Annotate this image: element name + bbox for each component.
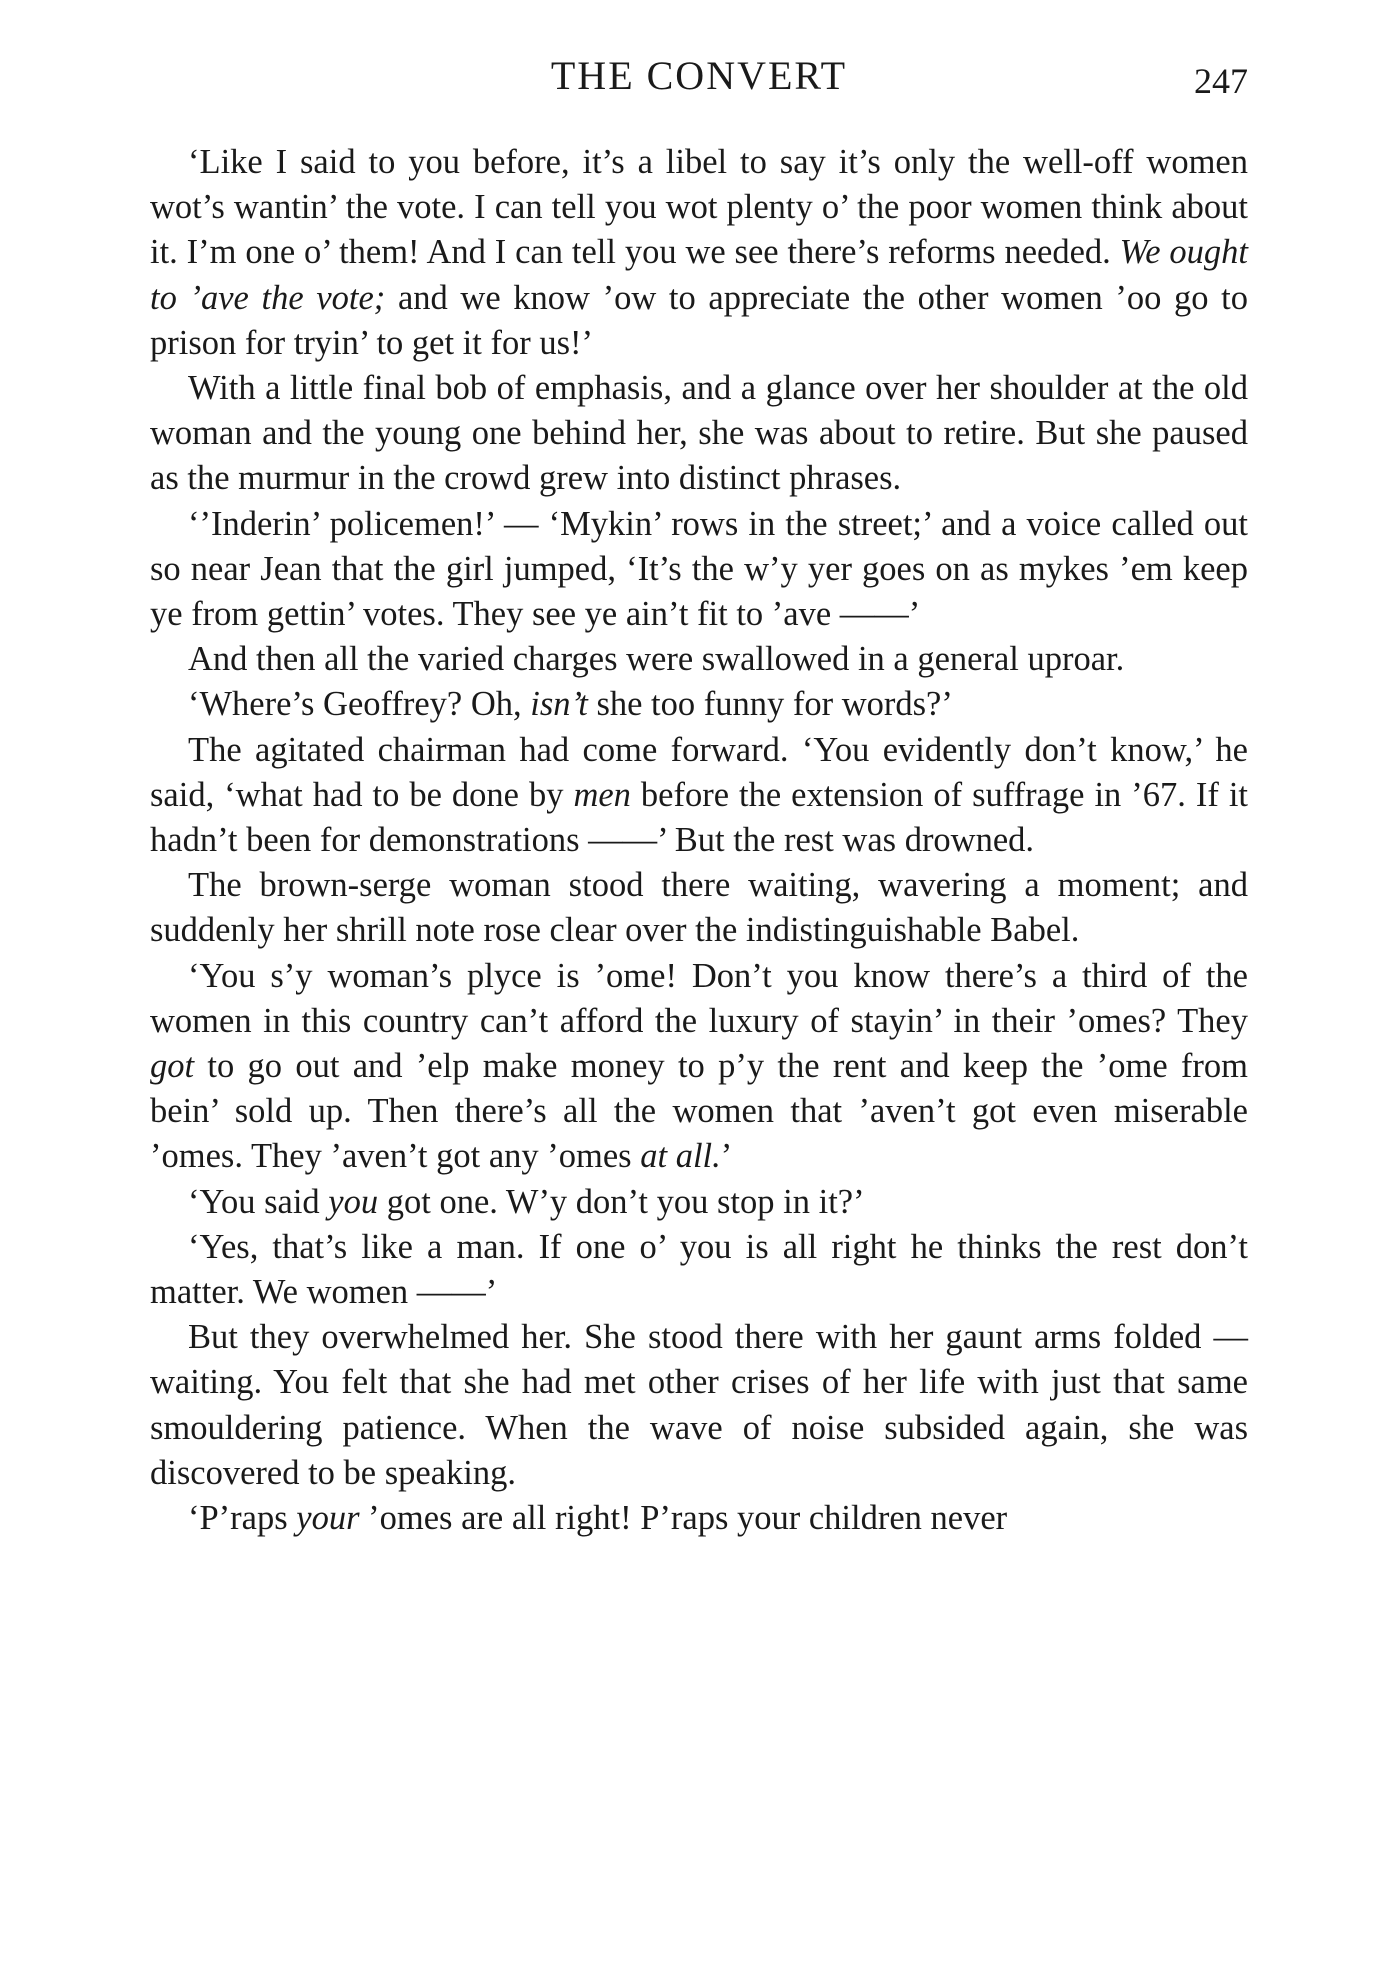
- text-run: ’omes are all right! P’raps your children never: [359, 1499, 1008, 1538]
- text-run: ‘Yes, that’s like a man. If one o’ you is all right he thinks the rest don’t matter. We women ——’: [150, 1227, 1248, 1312]
- text-run: ‘P’raps: [188, 1499, 297, 1538]
- text-run: ‘You s’y woman’s plyce is ’ome! Don’t you know there’s a third of the women in this country can’t afford the luxury of stayin’ in their ’omes? They: [150, 956, 1248, 1040]
- text-run: With a little final bob of emphasis, and a glance over her shoulder at the old woman and the young one behind her, she was about to retire. But she paused as the murmur in the crowd grew into distinct phrases.: [150, 369, 1248, 498]
- text-run: ‘Where’s Geoffrey? Oh,: [188, 685, 531, 724]
- italic-text: at all.: [640, 1137, 721, 1176]
- italic-text: isn’t: [530, 685, 588, 724]
- text-run: ‘Like I said to you before, it’s a libel to say it’s only the well-off women wot’s wantin’ the vote. I can tell you wot plenty o’ the poor women think about it. I’m one o’ them! And I can tell you we see there’s reforms needed.: [150, 143, 1248, 272]
- paragraph: [150, 1180, 1248, 1225]
- text-run: ‘You said: [188, 1182, 329, 1221]
- text-run: she too funny for words?’: [587, 685, 953, 724]
- paragraph: [150, 637, 1248, 682]
- paragraph: [150, 1496, 1248, 1541]
- italic-text: got: [150, 1047, 195, 1086]
- paragraph: [150, 728, 1248, 864]
- text-run: ‘’Inderin’ policemen!’ — ‘Mykin’ rows in the street;’ and a voice called out so near Jean that the girl jumped, ‘It’s the w’y yer goes on as mykes ’em keep ye from gettin’ votes. They see ye ain’t fit to ’ave ——’: [150, 504, 1248, 634]
- page-number: 247: [1194, 61, 1248, 101]
- running-title: THE CONVERT: [550, 53, 848, 98]
- paragraph: [150, 1315, 1248, 1496]
- paragraph: [150, 682, 1248, 727]
- text-run: ’: [720, 1137, 733, 1176]
- text-run: The brown-serge woman stood there waiting, wavering a moment; and suddenly her shrill note rose clear over the indistinguishable Babel.: [150, 866, 1248, 950]
- paragraph: [150, 863, 1248, 953]
- paragraph: [150, 140, 1248, 366]
- text-run: But they overwhelmed her. She stood there with her gaunt arms folded — waiting. You felt that she had met other crises of her life with just that same smouldering patience. When the wave of noise subsided again, she was discovered to be speaking.: [150, 1318, 1248, 1492]
- text-run: The agitated chairman had come forward. ‘You evidently don’t know,’ he said, ‘what had to be done by: [150, 730, 1248, 814]
- text-run: before the extension of suffrage in ’67. If it hadn’t been for demonstrations ——’ But the rest was drowned.: [150, 775, 1249, 860]
- italic-text: We ought to ’ave the vote;: [150, 233, 1248, 317]
- paragraph: [150, 1225, 1248, 1315]
- italic-text: your: [296, 1499, 360, 1538]
- text-run: And then all the varied charges were swallowed in a general uproar.: [188, 640, 1125, 679]
- text-run: to go out and ’elp make money to p’y the rent and keep the ’ome from bein’ sold up. Then there’s all the women that ’aven’t got even miserable ’omes. They ’aven’t got any ’omes: [150, 1047, 1248, 1176]
- body-text: [150, 140, 1248, 1541]
- paragraph: [150, 502, 1248, 638]
- text-run: got one. W’y don’t you stop in it?’: [378, 1182, 865, 1221]
- italic-text: men: [573, 775, 631, 814]
- text-run: and we know ’ow to appreciate the other women ’oo go to prison for tryin’ to get it for us!’: [150, 278, 1249, 362]
- paragraph: [150, 954, 1248, 1180]
- running-head: [150, 52, 1248, 112]
- italic-text: you: [328, 1182, 379, 1221]
- paragraph: [150, 366, 1248, 502]
